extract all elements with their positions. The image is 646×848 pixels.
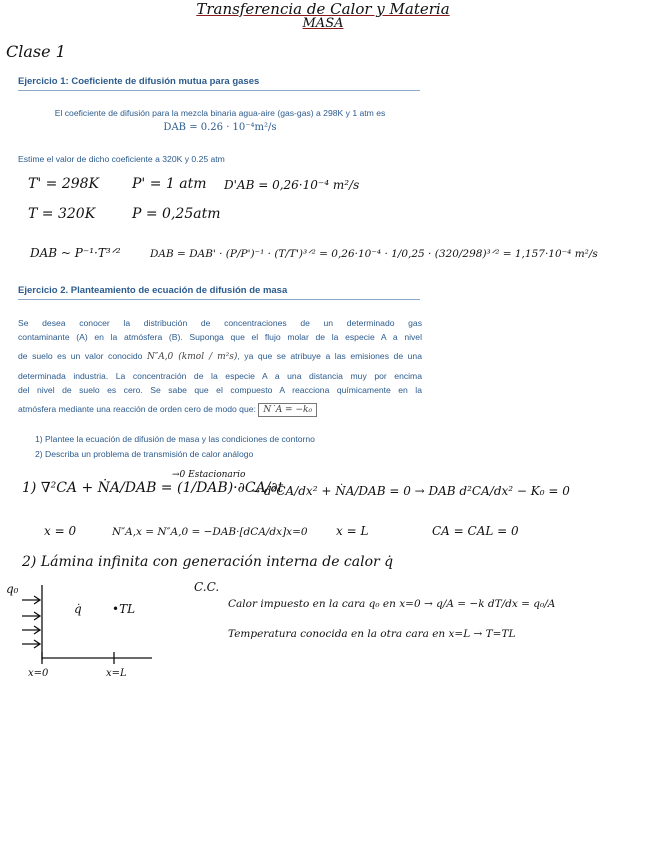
note-bc-xl: x = L — [336, 524, 369, 538]
note-p-prime: P' = 1 atm — [132, 176, 207, 192]
note-heat-analogy-title: 2) Lámina infinita con generación interna de calor q̇ — [22, 554, 394, 570]
sketch-q0: q₀ — [6, 582, 19, 596]
sketch-tl: •TL — [112, 602, 136, 616]
note-bc-x0: x = 0 — [44, 524, 77, 538]
note-t-prime: T' = 298K — [28, 176, 99, 192]
note-steady-equation: → d²CA/dx² + ṄA/DAB = 0 → DAB d²CA/dx² − K₀ = 0 — [250, 484, 570, 498]
note-cc-temperature: Temperatura conocida en la otra cara en x=L → T=TL — [228, 628, 516, 640]
list-item: 1) Plantee la ecuación de difusión de masa y las condiciones de contorno — [35, 434, 315, 444]
note-dab-prime: D'AB = 0,26·10⁻⁴ m²/s — [224, 178, 360, 192]
sketch-xl: x=L — [106, 668, 127, 679]
heat-arrow — [22, 596, 40, 604]
note-p: P = 0,25atm — [132, 206, 221, 222]
document-subtitle: MASA — [302, 16, 344, 31]
note-cc-label: C.C. — [194, 580, 220, 594]
class-label: Clase 1 — [6, 42, 66, 61]
heat-arrow — [22, 626, 40, 634]
note-calculation: DAB = DAB' · (P/P')⁻¹ · (T/T')³ᐟ² = 0,26·10⁻⁴ · 1/0,25 · (320/298)³ᐟ² = 1,157·10⁻⁴ m²/s — [150, 248, 598, 260]
note-bc-flux: N″A,x = N″A,0 = −DAB·[dCA/dx]x=0 — [112, 526, 308, 538]
exercise-1-formula: DAB = 0.26 · 10⁻⁴m²/s — [163, 122, 277, 133]
sketch-q-generation: q̇ — [74, 602, 82, 616]
document-title: Transferencia de Calor y Materia — [196, 0, 450, 18]
note-cc-heat-flux: Calor impuesto en la cara q₀ en x=0 → q/A = −k dT/dx = q₀/A — [228, 598, 556, 610]
heat-arrow — [22, 612, 40, 620]
text-span: de suelo es un valor conocido — [18, 351, 143, 361]
exercise-1-heading: Ejercicio 1: Coeficiente de difusión mutua para gases — [18, 76, 420, 91]
molar-flux-math: N″A,0 (kmol / m²s) — [146, 352, 238, 362]
note-steady-state: →0 Estacionario — [172, 470, 246, 480]
reaction-rate-math: N˙A = −k₀ — [258, 403, 317, 417]
sketch-x0: x=0 — [28, 668, 49, 679]
paragraph-line: determinada industria. La concentración de la especie A a una distancia muy por encima — [18, 371, 422, 381]
list-item: 2) Describa un problema de transmisión de calor análogo — [35, 449, 254, 459]
text-span: atmósfera mediante una reacción de orden cero de modo que: — [18, 404, 256, 414]
heat-arrow — [22, 640, 40, 648]
exercise-1-question: Estime el valor de dicho coeficiente a 320K y 0.25 atm — [18, 154, 225, 164]
note-proportionality: DAB ~ P⁻¹·T³ᐟ² — [30, 246, 121, 260]
exercise-2-heading: Ejercicio 2. Planteamiento de ecuación de difusión de masa — [18, 285, 420, 300]
paragraph-line: Se desea conocer la distribución de concentraciones de un determinado gas — [18, 318, 422, 328]
text-span: , ya que se atribuye a las emisiones de una — [237, 351, 422, 361]
paragraph-line: contaminante (A) en la atmósfera (B). Suponga que el flujo molar de la especie A a nivel — [18, 332, 422, 342]
paragraph-line: del nivel de suelo es cero. Se sabe que el compuesto A reacciona químicamente en la — [18, 385, 422, 395]
note-t: T = 320K — [28, 206, 96, 222]
exercise-1-text: El coeficiente de difusión para la mezcla binaria agua-aire (gas-gas) a 298K y 1 atm es — [54, 108, 386, 118]
note-bc-concentration: CA = CAL = 0 — [432, 524, 519, 538]
note-diffusion-equation: 1) ∇²CA + ṄA/DAB = (1/DAB)·∂CA/∂t — [22, 480, 284, 496]
